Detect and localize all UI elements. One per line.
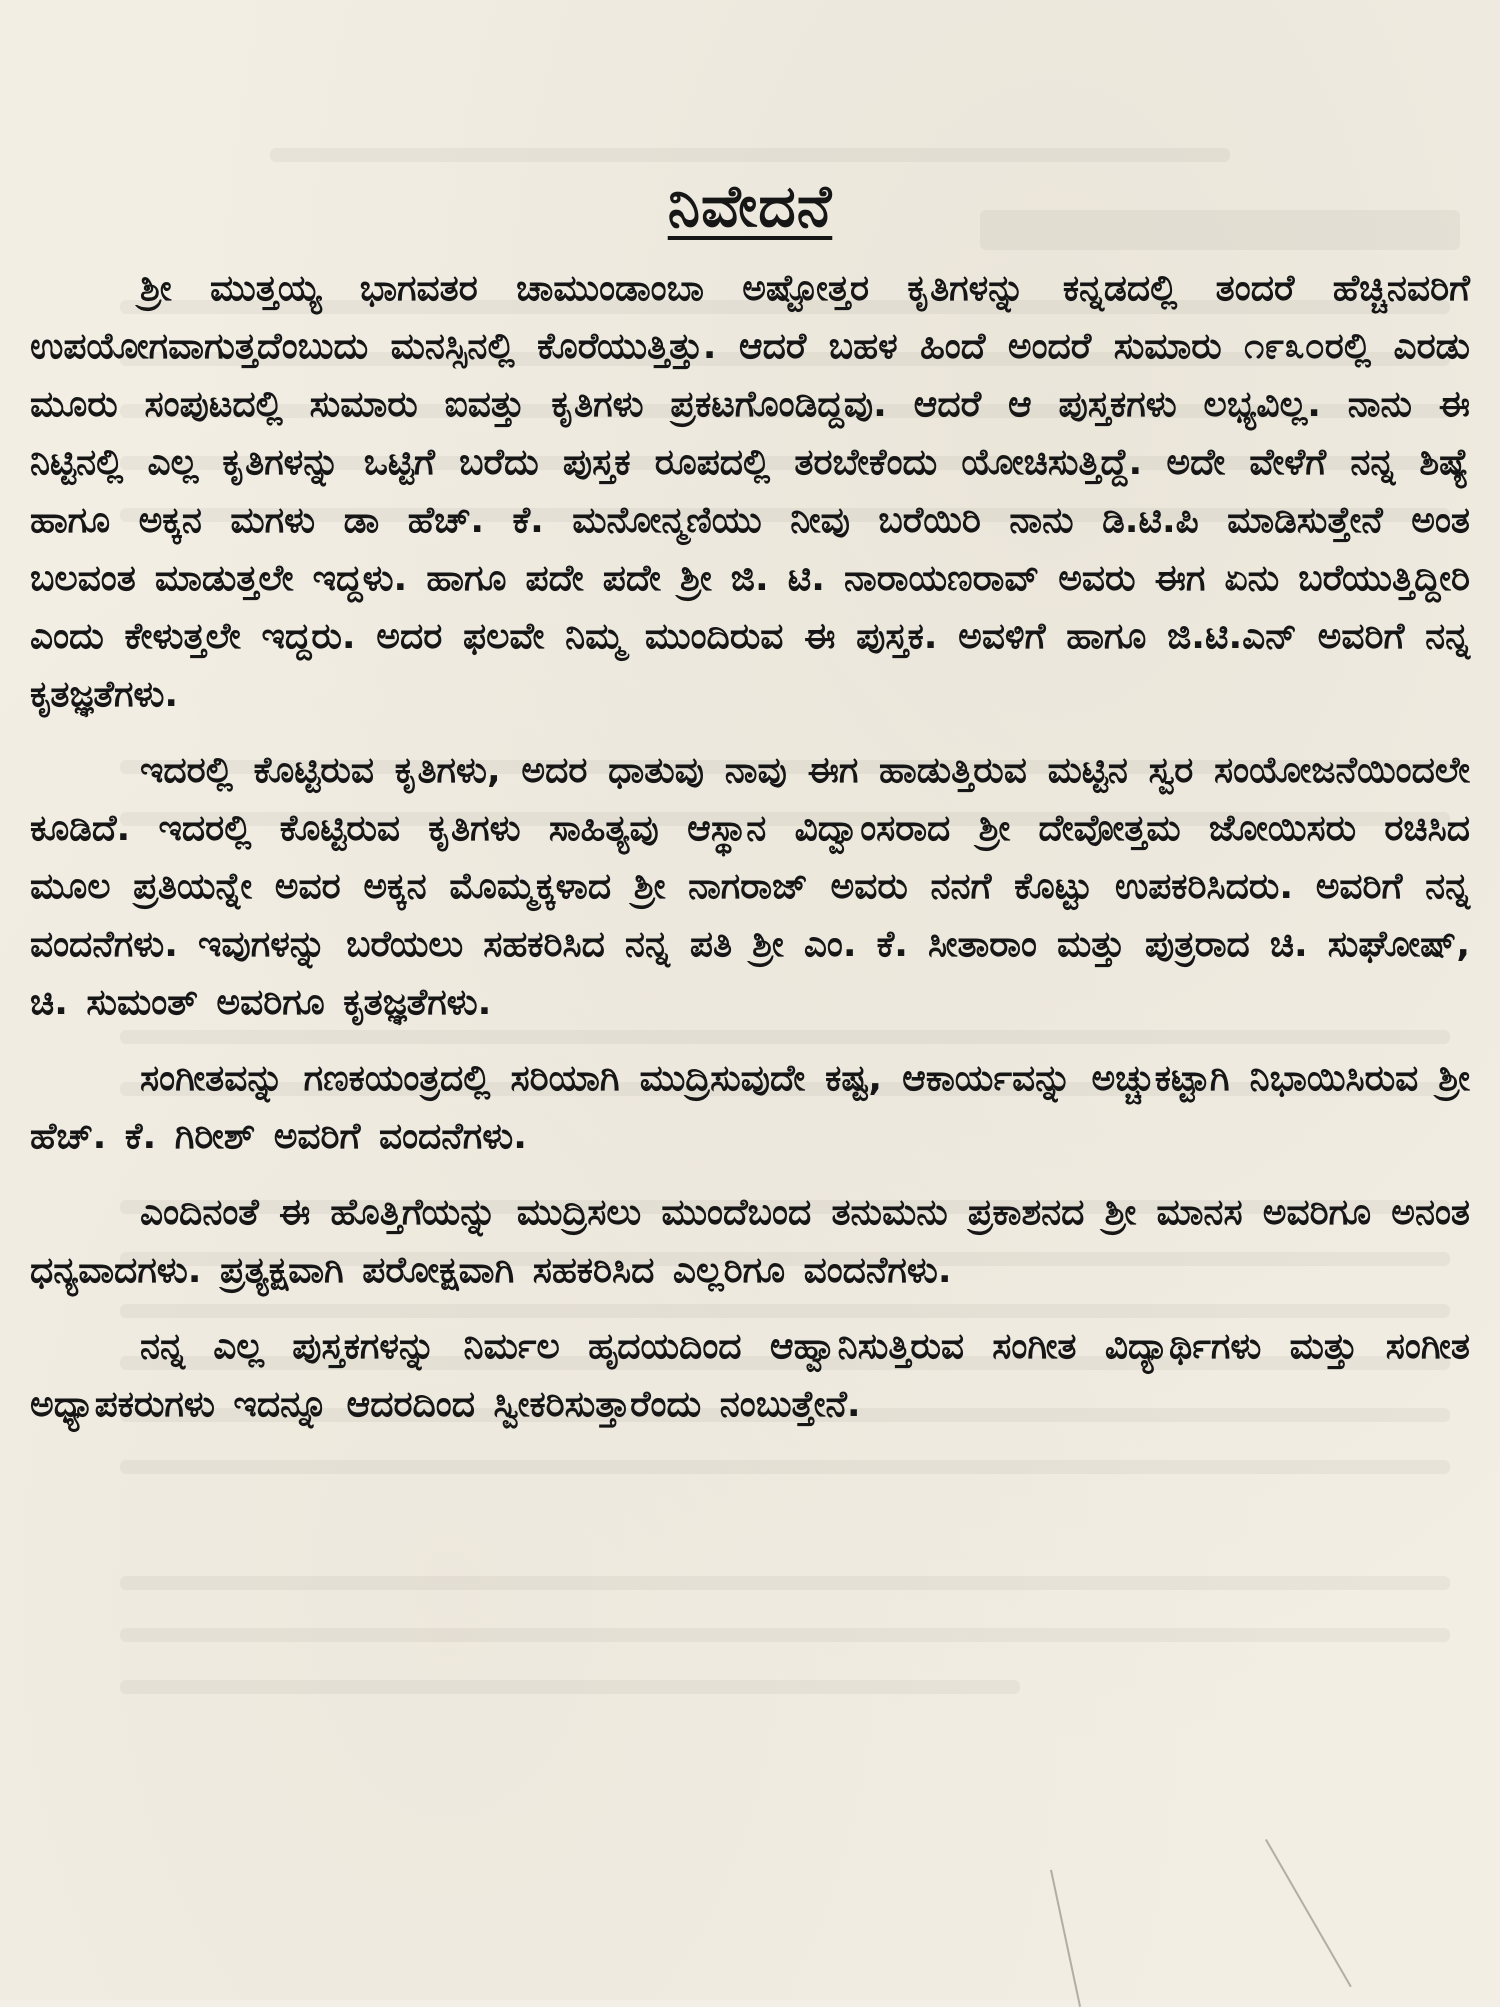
paragraph-1: ಶ್ರೀ ಮುತ್ತಯ್ಯ ಭಾಗವತರ ಚಾಮುಂಡಾಂಬಾ ಅಷ್ಟೋತ್ತರ ಕೃತಿಗಳನ್ನು ಕನ್ನಡದಲ್ಲಿ ತಂದರೆ ಹೆಚ್ಚಿನವರಿಗೆ ಉಪಯೋಗವಾಗುತ್ತದೆಂಬುದು ಮನಸ್ಸಿನಲ್ಲಿ ಕೊರೆಯುತ್ತಿತ್ತು. ಆದರೆ ಬಹಳ ಹಿಂದೆ ಅಂದರೆ ಸುಮಾರು ೧೯೩೦ರಲ್ಲಿ ಎರಡು ಮೂರು ಸಂಪುಟದಲ್ಲಿ ಸುಮಾರು ಐವತ್ತು ಕೃತಿಗಳು ಪ್ರಕಟಗೊಂಡಿದ್ದವು. ಆದರೆ ಆ ಪುಸ್ತಕಗಳು ಲಭ್ಯವಿಲ್ಲ. ನಾನು ಈ ನಿಟ್ಟಿನಲ್ಲಿ ಎಲ್ಲ ಕೃತಿಗಳನ್ನು ಒಟ್ಟಿಗೆ ಬರೆದು ಪುಸ್ತಕ ರೂಪದಲ್ಲಿ ತರಬೇಕೆಂದು ಯೋಚಿಸುತ್ತಿದ್ದೆ. ಅದೇ ವೇಳೆಗೆ ನನ್ನ ಶಿಷ್ಯೆ ಹಾಗೂ ಅಕ್ಕನ ಮಗಳು ಡಾ ಹೆಚ್. ಕೆ. ಮನೋನ್ಮಣಿಯು ನೀವು ಬರೆಯಿರಿ ನಾನು ಡಿ.ಟಿ.ಪಿ ಮಾಡಿಸುತ್ತೇನೆ ಅಂತ ಬಲವಂತ ಮಾಡುತ್ತಲೇ ಇದ್ದಳು. ಹಾಗೂ ಪದೇ ಪದೇ ಶ್ರೀ ಜಿ. ಟಿ. ನಾರಾಯಣರಾವ್ ಅವರು ಈಗ ಏನು ಬರೆಯುತ್ತಿದ್ದೀರಿ ಎಂದು ಕೇಳುತ್ತಲೇ ಇದ್ದರು. ಅದರ ಫಲವೇ ನಿಮ್ಮ ಮುಂದಿರುವ ಈ ಪುಸ್ತಕ. ಅವಳಿಗೆ ಹಾಗೂ ಜಿ.ಟಿ.ಎನ್ ಅವರಿಗೆ ನನ್ನ ಕೃತಜ್ಞತೆಗಳು. bbox=[30, 267, 1470, 715]
paragraph-2: ಇದರಲ್ಲಿ ಕೊಟ್ಟಿರುವ ಕೃತಿಗಳು, ಅದರ ಧಾತುವು ನಾವು ಈಗ ಹಾಡುತ್ತಿರುವ ಮಟ್ಟಿನ ಸ್ವರ ಸಂಯೋಜನೆಯಿಂದಲೇ ಕೂಡಿದೆ. ಇದರಲ್ಲಿ ಕೊಟ್ಟಿರುವ ಕೃತಿಗಳು ಸಾಹಿತ್ಯವು ಆಸ್ಥಾನ ವಿದ್ವಾಂಸರಾದ ಶ್ರೀ ದೇವೋತ್ತಮ ಜೋಯಿಸರು ರಚಿಸಿದ ಮೂಲ ಪ್ರತಿಯನ್ನೇ ಅವರ ಅಕ್ಕನ ಮೊಮ್ಮಕ್ಕಳಾದ ಶ್ರೀ ನಾಗರಾಜ್ ಅವರು ನನಗೆ ಕೊಟ್ಟು ಉಪಕರಿಸಿದರು. ಅವರಿಗೆ ನನ್ನ ವಂದನೆಗಳು. ಇವುಗಳನ್ನು ಬರೆಯಲು ಸಹಕರಿಸಿದ ನನ್ನ ಪತಿ ಶ್ರೀ ಎಂ. ಕೆ. ಸೀತಾರಾಂ ಮತ್ತು ಪುತ್ರರಾದ ಚಿ. ಸುಘೋಷ್, ಚಿ. ಸುಮಂತ್ ಅವರಿಗೂ ಕೃತಜ್ಞತೆಗಳು. bbox=[30, 749, 1470, 1023]
paper-crease-mark bbox=[1050, 1870, 1081, 2007]
paper-crease-mark bbox=[1265, 1839, 1352, 1987]
paragraph-3: ಸಂಗೀತವನ್ನು ಗಣಕಯಂತ್ರದಲ್ಲಿ ಸರಿಯಾಗಿ ಮುದ್ರಿಸುವುದೇ ಕಷ್ಟ, ಆಕಾರ್ಯವನ್ನು ಅಚ್ಚುಕಟ್ಟಾಗಿ ನಿಭಾಯಿಸಿರುವ ಶ್ರೀ ಹೆಚ್. ಕೆ. ಗಿರೀಶ್ ಅವರಿಗೆ ವಂದನೆಗಳು. bbox=[30, 1057, 1470, 1157]
document-body bbox=[30, 172, 1470, 1452]
page-title: ನಿವೇದನೆ bbox=[667, 172, 833, 240]
paragraph-4: ಎಂದಿನಂತೆ ಈ ಹೊತ್ತಿಗೆಯನ್ನು ಮುದ್ರಿಸಲು ಮುಂದೆಬಂದ ತನುಮನು ಪ್ರಕಾಶನದ ಶ್ರೀ ಮಾನಸ ಅವರಿಗೂ ಅನಂತ ಧನ್ಯವಾದಗಳು. ಪ್ರತ್ಯಕ್ಷವಾಗಿ ಪರೋಕ್ಷವಾಗಿ ಸಹಕರಿಸಿದ ಎಲ್ಲರಿಗೂ ವಂದನೆಗಳು. bbox=[30, 1191, 1470, 1291]
paragraph-5: ನನ್ನ ಎಲ್ಲ ಪುಸ್ತಕಗಳನ್ನು ನಿರ್ಮಲ ಹೃದಯದಿಂದ ಆಹ್ವಾನಿಸುತ್ತಿರುವ ಸಂಗೀತ ವಿದ್ಯಾರ್ಥಿಗಳು ಮತ್ತು ಸಂಗೀತ ಅಧ್ಯಾಪಕರುಗಳು ಇದನ್ನೂ ಆದರದಿಂದ ಸ್ವೀಕರಿಸುತ್ತಾರೆಂದು ನಂಬುತ್ತೇನೆ. bbox=[30, 1325, 1470, 1425]
